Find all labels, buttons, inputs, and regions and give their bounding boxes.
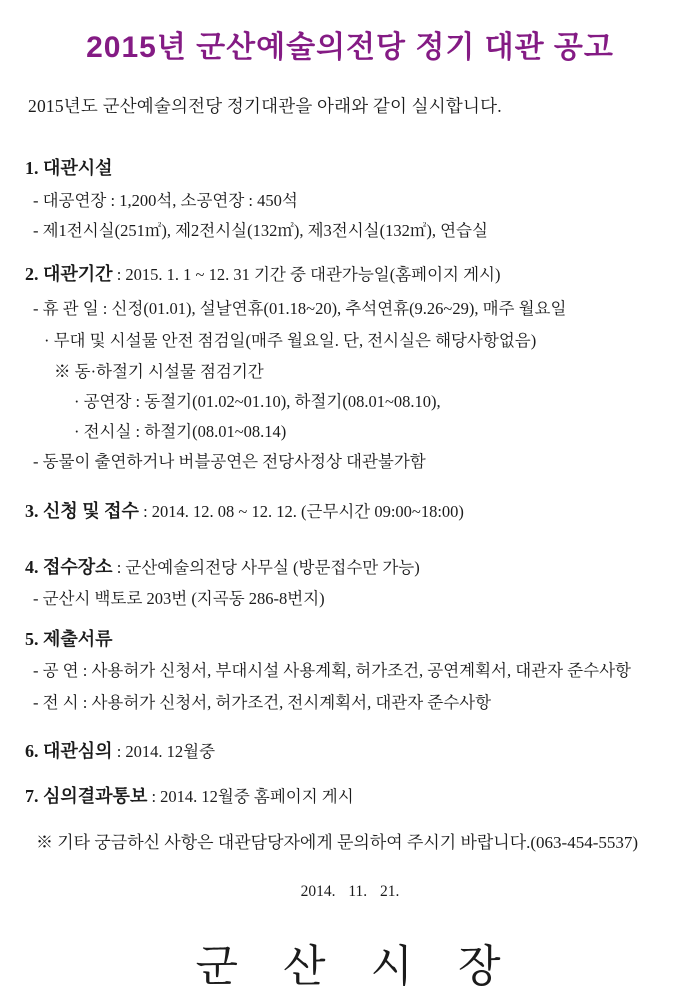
notice-title: 2015년 군산예술의전당 정기 대관 공고 bbox=[86, 31, 614, 64]
section-1-line-2: - 제1전시실(251㎡), 제2전시실(132㎡), 제3전시실(132㎡), 연습실 bbox=[33, 221, 488, 240]
section-3-label: 3. 신청 및 접수 bbox=[25, 501, 139, 521]
section-5-line-2: - 전 시 : 사용허가 신청서, 허가조건, 전시계획서, 대관자 준수사항 bbox=[33, 693, 492, 712]
section-7-label: 7. 심의결과통보 bbox=[25, 786, 148, 806]
section-2-heading bbox=[25, 263, 500, 286]
section-5-line-1: - 공 연 : 사용허가 신청서, 부대시설 사용계획, 허가조건, 공연계획서, 대관자 준수사항 bbox=[33, 661, 631, 680]
section-6-label: 6. 대관심의 bbox=[25, 741, 113, 761]
section-2-label: 2. 대관기간 bbox=[25, 264, 113, 284]
section-1-heading bbox=[25, 157, 113, 180]
section-5-heading bbox=[25, 628, 113, 651]
section-4-heading bbox=[25, 556, 420, 579]
notice-intro: 2015년도 군산예술의전당 정기대관을 아래와 같이 실시합니다. bbox=[28, 96, 502, 116]
section-1-label: 1. 대관시설 bbox=[25, 158, 113, 178]
section-4-value: : 군산예술의전당 사무실 (방문접수만 가능) bbox=[112, 558, 420, 577]
section-5-label: 5. 제출서류 bbox=[25, 629, 113, 649]
announcement-date: 2014. 11. 21. bbox=[300, 883, 400, 900]
section-3-heading bbox=[25, 500, 464, 523]
section-2-line-5: · 전시실 : 하절기(08.01~08.14) bbox=[74, 422, 287, 441]
section-3-value: : 2014. 12. 08 ~ 12. 12. (근무시간 09:00~18:00) bbox=[138, 502, 464, 521]
mayor-signature: 군 산 시 장 bbox=[195, 942, 505, 991]
section-2-line-6: - 동물이 출연하거나 버블공연은 전당사정상 대관불가함 bbox=[33, 452, 426, 471]
section-7-value: : 2014. 12월중 홈페이지 게시 bbox=[147, 787, 354, 806]
section-1-line-1: - 대공연장 : 1,200석, 소공연장 : 450석 bbox=[33, 191, 298, 210]
section-7-heading bbox=[25, 785, 354, 808]
section-6-heading bbox=[25, 740, 215, 763]
section-4-line-1: - 군산시 백토로 203번 (지곡동 286-8번지) bbox=[33, 589, 325, 608]
section-2-line-2: · 무대 및 시설물 안전 점검일(매주 월요일. 단, 전시실은 해당사항없음) bbox=[44, 331, 537, 350]
section-2-line-4: · 공연장 : 동절기(01.02~01.10), 하절기(08.01~08.10), bbox=[74, 392, 441, 411]
section-2-line-3: ※ 동·하절기 시설물 점검기간 bbox=[54, 362, 264, 381]
contact-note: ※ 기타 궁금하신 사항은 대관담당자에게 문의하여 주시기 바랍니다.(063-454-5537) bbox=[36, 833, 639, 852]
section-6-value: : 2014. 12월중 bbox=[112, 742, 216, 761]
section-4-label: 4. 접수장소 bbox=[25, 557, 113, 577]
section-2-line-1: - 휴 관 일 : 신정(01.01), 설날연휴(01.18~20), 추석연휴(9.26~29), 매주 월요일 bbox=[33, 299, 567, 318]
section-2-value: : 2015. 1. 1 ~ 12. 31 기간 중 대관가능일(홈페이지 게시) bbox=[112, 265, 501, 284]
